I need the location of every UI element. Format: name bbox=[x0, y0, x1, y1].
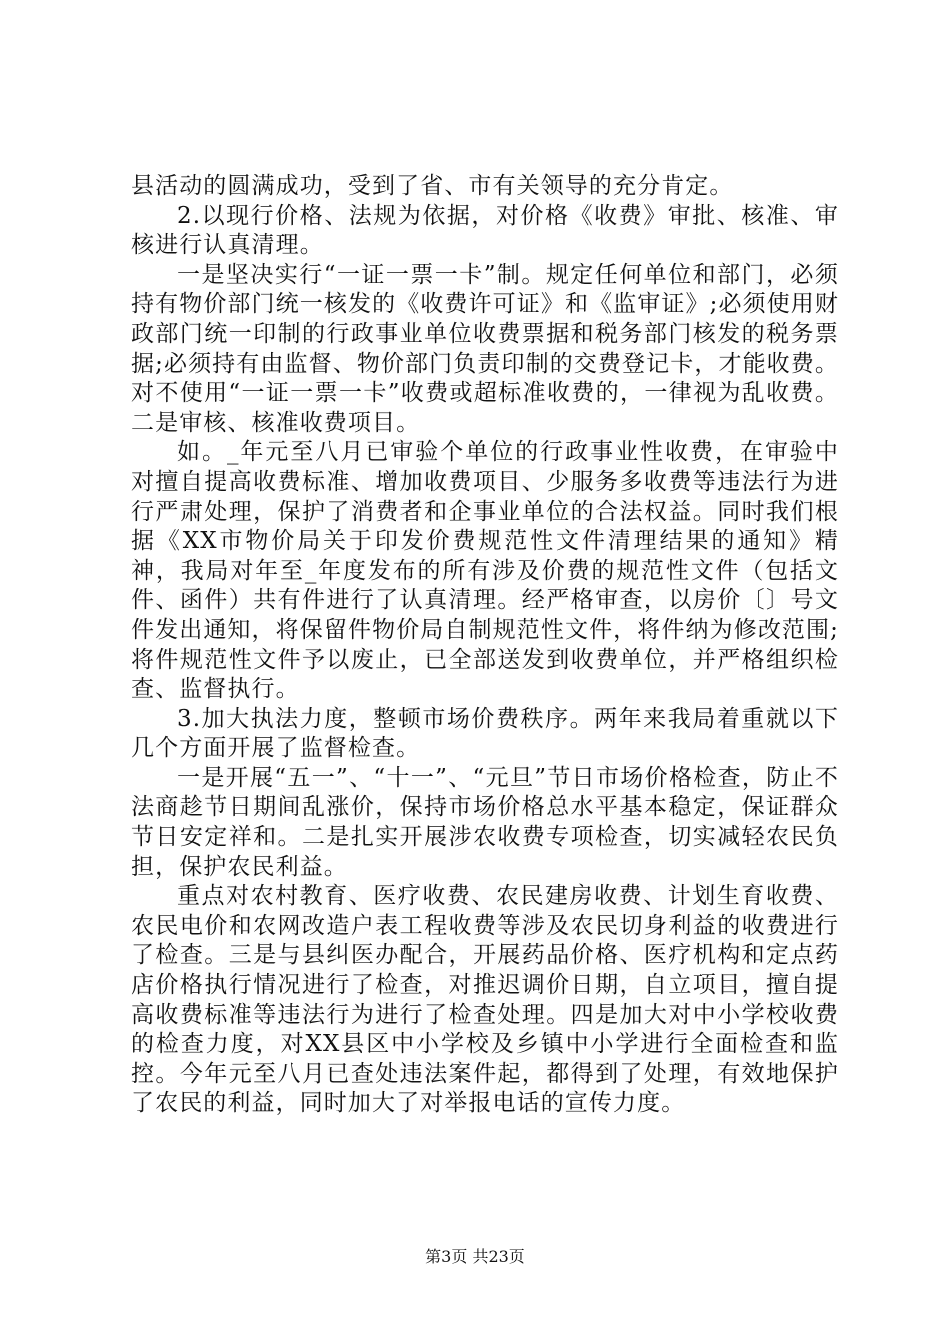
paragraph-3: 一是坚决实行“一证一票一卡”制。规定任何单位和部门，必须持有物价部门统一核发的《收费许可证》和《监审证》;必须使用财政部门统一印制的行政事业单位收费票据和税务部门核发的税务票据;必须持有由监督、物价部门负责印制的交费登记卡，才能收费。对不使用“一证一票一卡”收费或超标准收费的，一律视为乱收费。二是审核、核准收费项目。 bbox=[131, 261, 839, 436]
page-number-footer: 第3页 共23页 bbox=[425, 1247, 525, 1266]
paragraph-5: 3.加大执法力度，整顿市场价费秩序。两年来我局着重就以下几个方面开展了监督检查。 bbox=[131, 705, 839, 762]
document-body bbox=[131, 172, 839, 1119]
paragraph-6: 一是开展“五一”、“十一”、“元旦”节日市场价格检查，防止不法商趁节日期间乱涨价，保持市场价格总水平基本稳定，保证群众节日安定祥和。二是扎实开展涉农收费专项检查，切实减轻农民负担，保护农民利益。 bbox=[131, 764, 839, 880]
paragraph-7: 重点对农村教育、医疗收费、农民建房收费、计划生育收费、农民电价和农网改造户表工程收费等涉及农民切身利益的收费进行了检查。三是与县纠医办配合，开展药品价格、医疗机构和定点药店价格执行情况进行了检查，对推迟调价日期，自立项目，擅自提高收费标准等违法行为进行了检查处理。四是加大对中小学校收费的检查力度，对XX县区中小学校及乡镇中小学进行全面检查和监控。今年元至八月已查处违法案件起，都得到了处理，有效地保护了农民的利益，同时加大了对举报电话的宣传力度。 bbox=[131, 883, 839, 1117]
paragraph-1: 县活动的圆满成功，受到了省、市有关领导的充分肯定。 bbox=[131, 173, 734, 199]
paragraph-2: 2.以现行价格、法规为依据，对价格《收费》审批、核准、审核进行认真清理。 bbox=[131, 202, 839, 259]
paragraph-4: 如。_年元至八月已审验个单位的行政事业性收费，在审验中对擅自提高收费标准、增加收费项目、少服务多收费等违法行为进行严肃处理，保护了消费者和企事业单位的合法权益。同时我们根据《XX市物价局关于印发价费规范性文件清理结果的通知》精神，我局对年至_年度发布的所有涉及价费的规范性文件（包括文件、函件）共有件进行了认真清理。经严格审查，以房价〔〕号文件发出通知，将保留件物价局自制规范性文件，将件纳为修改范围;将件规范性文件予以废止，已全部送发到收费单位，并严格组织检查、监督执行。 bbox=[131, 439, 839, 703]
